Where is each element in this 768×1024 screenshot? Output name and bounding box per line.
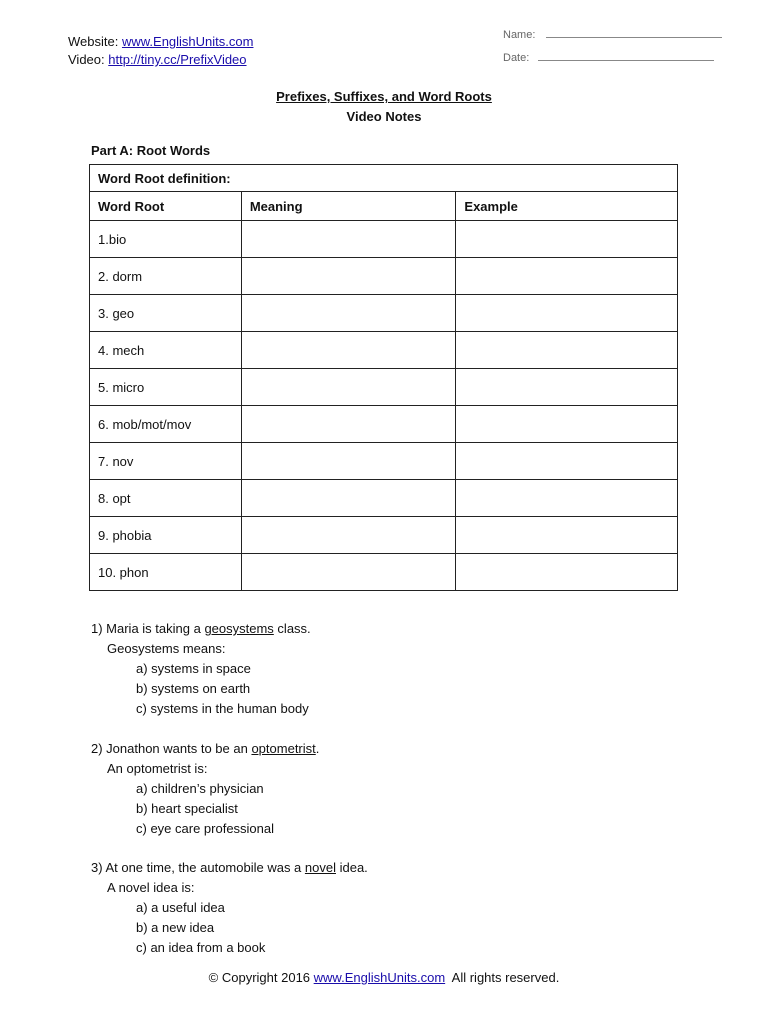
question-prompt: An optometrist is: [107, 761, 208, 776]
word-root-definition-label: Word Root definition: [90, 165, 678, 192]
question-stem [91, 739, 319, 759]
example-cell[interactable] [456, 332, 678, 369]
answer-option[interactable]: a) systems in space [136, 661, 251, 676]
answer-option[interactable]: c) an idea from a book [136, 940, 266, 955]
table-row [90, 443, 678, 480]
stem-text: 2) Jonathon wants to be an [91, 741, 252, 756]
example-cell[interactable] [456, 517, 678, 554]
page-title: Prefixes, Suffixes, and Word Roots [276, 89, 492, 104]
example-cell[interactable] [456, 554, 678, 591]
table-row [90, 369, 678, 406]
date-field[interactable] [538, 50, 714, 61]
word-root-cell: 9. phobia [90, 517, 242, 554]
rights-text: All rights reserved. [445, 970, 560, 985]
question-stem [91, 619, 311, 639]
question-1 [91, 619, 311, 719]
footer-link[interactable]: www.EnglishUnits.com [313, 970, 446, 985]
table-row [90, 554, 678, 591]
column-header-word-root: Word Root [90, 192, 242, 221]
word-root-cell: 8. opt [90, 480, 242, 517]
word-root-cell: 2. dorm [90, 258, 242, 295]
name-line [503, 27, 722, 43]
part-a-heading: Part A: Root Words [91, 143, 211, 158]
meaning-cell[interactable] [241, 406, 456, 443]
stem-text: 3) At one time, the automobile was a [91, 860, 305, 875]
word-root-cell: 1.bio [90, 221, 242, 258]
meaning-cell[interactable] [241, 221, 456, 258]
meaning-cell[interactable] [241, 443, 456, 480]
example-cell[interactable] [456, 369, 678, 406]
word-root-cell: 3. geo [90, 295, 242, 332]
word-root-cell: 7. nov [90, 443, 242, 480]
word-root-cell: 6. mob/mot/mov [90, 406, 242, 443]
column-header-example: Example [456, 192, 678, 221]
answer-option[interactable]: c) eye care professional [136, 821, 275, 836]
root-words-table [89, 164, 678, 591]
table-row [90, 221, 678, 258]
example-cell[interactable] [456, 480, 678, 517]
answer-option[interactable]: b) a new idea [136, 920, 215, 935]
question-prompt: A novel idea is: [107, 880, 195, 895]
example-cell[interactable] [456, 406, 678, 443]
stem-text: class. [273, 621, 311, 636]
key-word: optometrist [251, 741, 316, 756]
name-date-block [503, 27, 722, 66]
example-cell[interactable] [456, 443, 678, 480]
meaning-cell[interactable] [241, 369, 456, 406]
answer-option[interactable]: a) a useful idea [136, 900, 225, 915]
name-label: Name: [503, 29, 536, 41]
table-row [90, 295, 678, 332]
column-header-meaning: Meaning [241, 192, 456, 221]
table-row [90, 480, 678, 517]
table-row [90, 406, 678, 443]
question-prompt: Geosystems means: [107, 641, 226, 656]
example-cell[interactable] [456, 295, 678, 332]
meaning-cell[interactable] [241, 295, 456, 332]
website-line [68, 33, 253, 51]
key-word: novel [304, 860, 336, 875]
page-subtitle: Video Notes [346, 109, 422, 124]
table-row [90, 517, 678, 554]
website-label: Website: [68, 34, 119, 49]
table-row [90, 258, 678, 295]
copyright-footer [0, 970, 768, 985]
stem-text: idea. [335, 860, 368, 875]
example-cell[interactable] [456, 221, 678, 258]
meaning-cell[interactable] [241, 554, 456, 591]
table-row [90, 332, 678, 369]
word-root-cell: 5. micro [90, 369, 242, 406]
question-3 [91, 858, 368, 958]
meaning-cell[interactable] [241, 517, 456, 554]
name-field[interactable] [546, 27, 722, 38]
video-label: Video: [68, 52, 105, 67]
copyright-text: © Copyright 2016 [208, 970, 314, 985]
question-2 [91, 739, 319, 839]
meaning-cell[interactable] [241, 332, 456, 369]
header-links [68, 33, 253, 69]
video-line [68, 51, 253, 69]
key-word: geosystems [204, 621, 274, 636]
answer-option[interactable]: b) heart specialist [136, 801, 238, 816]
page-title-wrap [0, 89, 768, 104]
answer-option[interactable]: a) children’s physician [136, 781, 264, 796]
word-root-cell: 4. mech [90, 332, 242, 369]
date-line [503, 50, 722, 66]
date-label: Date: [503, 52, 530, 64]
answer-option[interactable]: b) systems on earth [136, 681, 251, 696]
answer-option[interactable]: c) systems in the human body [136, 701, 309, 716]
video-link[interactable]: http://tiny.cc/PrefixVideo [108, 52, 247, 67]
meaning-cell[interactable] [241, 480, 456, 517]
definition-row [90, 165, 678, 192]
question-stem [91, 858, 368, 878]
stem-text: 1) Maria is taking a [91, 621, 205, 636]
example-cell[interactable] [456, 258, 678, 295]
word-root-cell: 10. phon [90, 554, 242, 591]
meaning-cell[interactable] [241, 258, 456, 295]
stem-text: . [315, 741, 320, 756]
header-row [90, 192, 678, 221]
website-link[interactable]: www.EnglishUnits.com [121, 34, 254, 49]
